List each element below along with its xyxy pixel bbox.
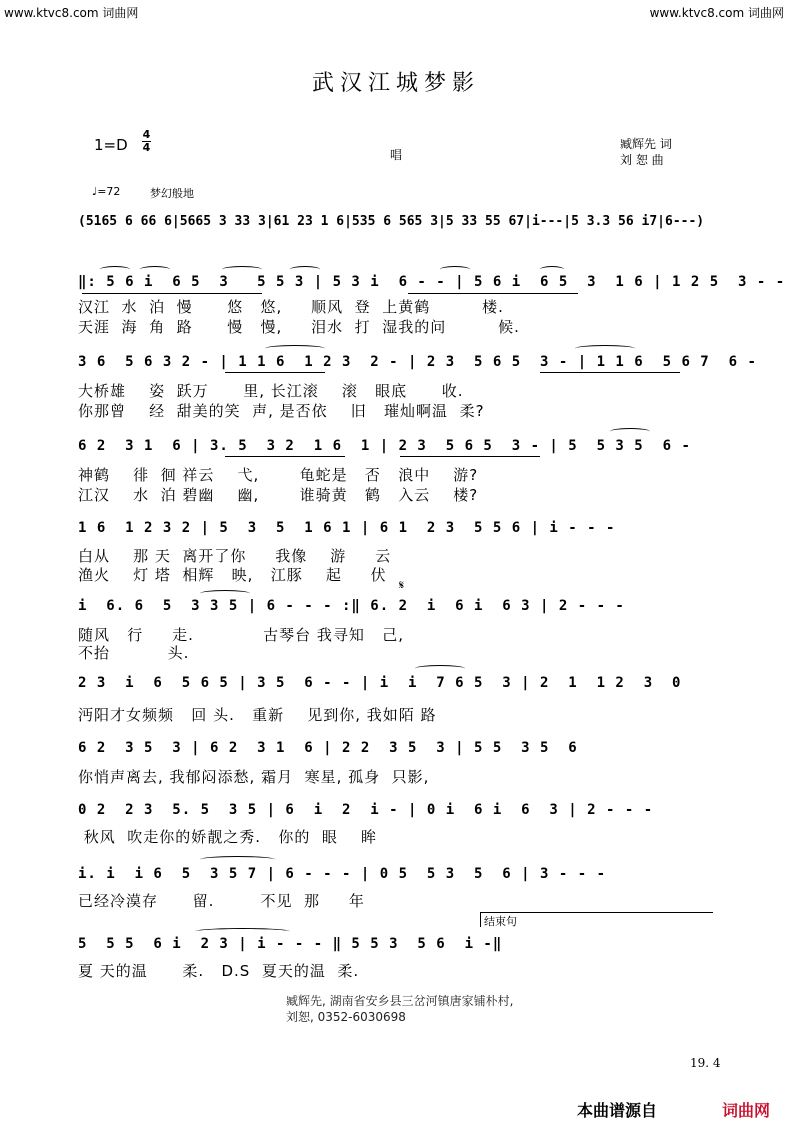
score-row-8-lyric-1: 秋风 吹走你的娇靓之秀. 你的 眼 眸 [78, 828, 377, 846]
score-row-3-lyric-2: 江汉 水 泊 碧幽 幽, 谁骑黄 鹤 入云 楼? [78, 486, 479, 504]
beam-underline [82, 293, 262, 294]
score-row-1-lyric-2: 天涯 海 角 路 慢 慢, 泪水 打 湿我的问 候. [78, 318, 520, 336]
time-signature [142, 129, 151, 154]
slur-mark [540, 266, 564, 273]
score-row-2-notes: 3 6 5 6 3 2 - | 1 1 6 1 2 3 2 - | 2 3 5 6 5 3 - | 1 1 6 5 6 7 6 - [78, 354, 757, 370]
footer-line-1: 臧辉先, 湖南省安乡县三岔河镇唐家铺朴村, [286, 994, 514, 1008]
score-row-3-notes: 6 2 3 1 6 | 3. 5 3 2 1 6 1 | 2 3 5 6 5 3 - | 5 5 3 5 6 - [78, 438, 691, 454]
score-row-7-lyric-1: 你悄声离去, 我郁闷添愁, 霜月 寒星, 孤身 只影, [78, 768, 430, 786]
song-title: 武汉江城梦影 [311, 71, 480, 96]
slur-mark [200, 590, 250, 597]
beam-underline [540, 372, 680, 373]
mood-marking: 梦幻般地 [150, 187, 194, 200]
score-row-intro-notes: (5165 6 66 6|5665 3 33 3|61 23 1 6|535 6 565 3|5 33 55 67|i---|5 3.3 56 i7|6---) [78, 214, 705, 229]
tempo-marking: ♩=72 [92, 185, 121, 198]
score-row-2-lyric-1: 大桥雄 姿 跃万 里, 长江滚 滚 眼底 收. [78, 382, 464, 400]
slur-mark [100, 266, 130, 273]
slur-mark [575, 345, 635, 352]
slur-mark [200, 856, 275, 863]
score-row-1-notes: ‖: 5 6 i 6 5 3 5 5 3 | 5 3 i 6 - - | 5 6 i 6 5 3 1 6 | 1 2 5 3 - - [78, 274, 786, 290]
score-row-6-lyric-1: 沔阳才女频频 回 头. 重新 见到你, 我如陌 路 [78, 706, 437, 724]
meter-top: 4 [142, 128, 151, 141]
score-row-3-lyric-1: 神鹤 徘 徊 祥云 弋, 龟蛇是 否 浪中 游? [78, 466, 479, 484]
watermark-left: www.ktvc8.com 词曲网 [4, 6, 139, 20]
beam-underline [408, 293, 578, 294]
meter-bottom: 4 [142, 141, 151, 154]
beam-underline [225, 372, 325, 373]
slur-mark [140, 266, 170, 273]
score-row-10-notes: 5 5 5 6 i 2 3 | i - - - ‖ 5 5 3 5 6 i -‖ [78, 936, 503, 952]
slur-mark [290, 266, 320, 273]
watermark-right: www.ktvc8.com 词曲网 [649, 6, 784, 20]
score-row-1-lyric-1: 汉江 水 泊 慢 悠 悠, 顺风 登 上黄鹤 楼. [78, 298, 504, 316]
segno-sign: 𝄋 [399, 578, 405, 592]
score-row-9-lyric-1: 已经冷漠存 留. 不见 那 年 [78, 892, 365, 910]
score-row-5-lyric-2: 不抬 头. [78, 644, 190, 662]
score-row-9-notes: i. i i 6 5 3 5 7 | 6 - - - | 0 5 5 3 5 6 | 3 - - - [78, 866, 607, 882]
score-row-10-lyric-1: 夏 天的温 柔. D.S 夏天的温 柔. [78, 962, 360, 980]
score-row-4-lyric-1: 白从 那 天 离开了你 我像 游 云 [78, 547, 392, 565]
ending-label: 结束句 [484, 915, 517, 928]
score-row-4-lyric-2: 渔火 灯 塔 相辉 映, 江豚 起 伏 [78, 566, 387, 584]
score-row-5-lyric-1: 随风 行 走. 古琴台 我寻知 己, [78, 626, 404, 644]
score-row-6-notes: 2 3 i 6 5 6 5 | 3 5 6 - - | i i 7 6 5 3 | 2 1 1 2 3 0 [78, 675, 682, 691]
score-row-7-notes: 6 2 3 5 3 | 6 2 3 1 6 | 2 2 3 5 3 | 5 5 3 5 6 [78, 740, 578, 756]
score-row-2-lyric-2: 你那曾 经 甜美的笑 声, 是否依 旧 璀灿啊温 柔? [78, 402, 485, 420]
footer-contact [286, 993, 513, 1025]
score-row-8-notes: 0 2 2 3 5. 5 3 5 | 6 i 2 i - | 0 i 6 i 6 3 | 2 - - - [78, 802, 654, 818]
credits [620, 136, 672, 168]
page-number: 19. 4 [690, 1056, 721, 1070]
lyricist-credit: 臧辉先 词 [620, 137, 672, 151]
footer-line-2: 刘恕, 0352-6030698 [286, 1010, 406, 1024]
beam-underline [225, 456, 345, 457]
slur-mark [440, 266, 470, 273]
beam-underline [400, 456, 540, 457]
score-row-4-notes: 1 6 1 2 3 2 | 5 3 5 1 6 1 | 6 1 2 3 5 5 6 | i - - - [78, 520, 616, 536]
slur-mark [222, 266, 262, 273]
slur-mark [265, 345, 325, 352]
key-signature: 1=D [94, 136, 128, 154]
composer-credit: 刘 恕 曲 [620, 153, 664, 167]
score-row-5-notes: i 6. 6 5 3 3 5 | 6 - - - :‖ 6. 2 i 6 i 6 3 | 2 - - - [78, 598, 625, 614]
slur-mark [610, 428, 650, 435]
brand-logo: 词曲网 [722, 1101, 771, 1120]
source-label: 本曲谱源自 [577, 1101, 658, 1120]
slur-mark [415, 665, 465, 672]
slur-mark [195, 928, 290, 935]
sing-marker: 唱 [390, 148, 403, 162]
